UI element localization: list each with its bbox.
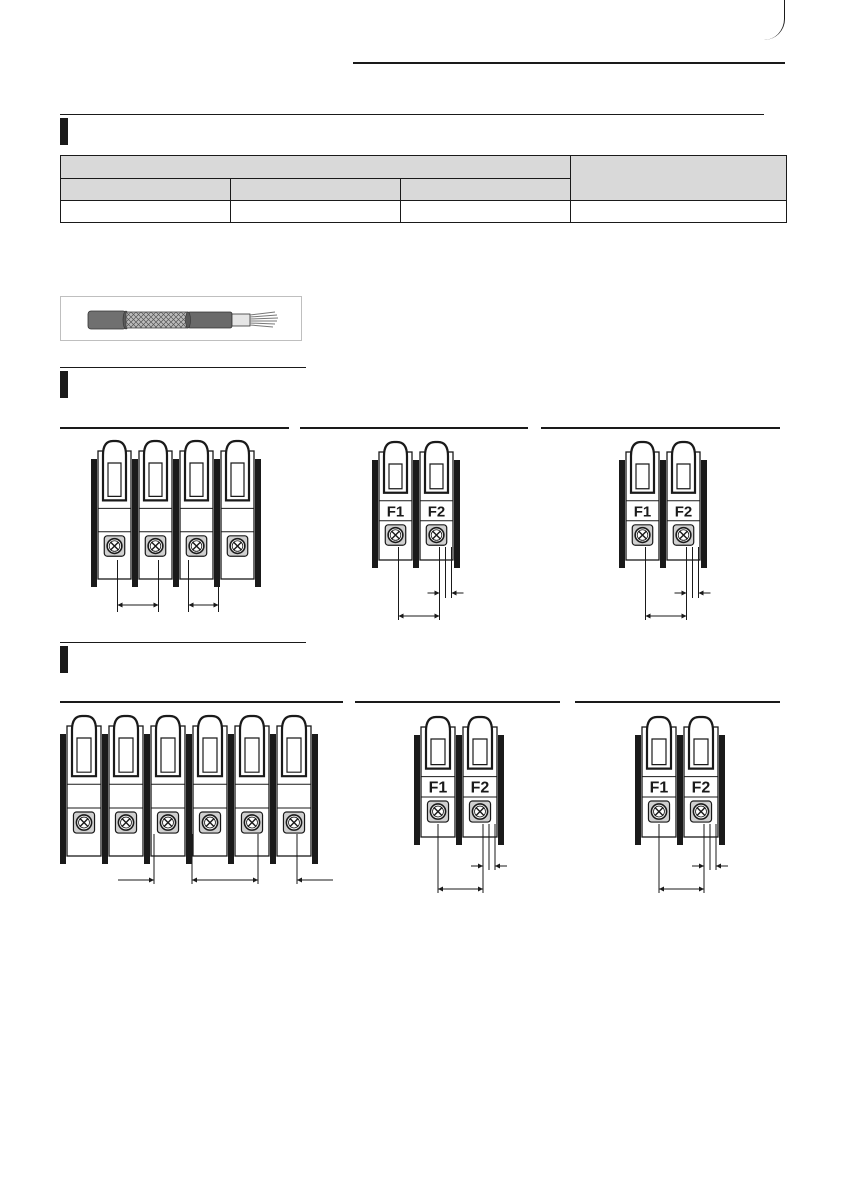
separator-post bbox=[498, 735, 504, 845]
terminal-label: F2 bbox=[427, 503, 446, 521]
arrowhead bbox=[435, 614, 440, 619]
separator-post bbox=[372, 460, 378, 568]
terminal-tab-inner bbox=[119, 738, 133, 772]
terminal-tab-inner bbox=[190, 463, 203, 496]
arrowhead bbox=[716, 864, 721, 869]
arrowhead bbox=[682, 591, 687, 596]
terminal-block-2pole-b bbox=[372, 442, 464, 620]
terminal-label: F2 bbox=[691, 779, 711, 797]
terminal-label: F2 bbox=[674, 503, 693, 521]
arrowhead bbox=[646, 614, 651, 619]
terminal-tab-inner bbox=[77, 738, 91, 772]
separator-post bbox=[214, 459, 220, 587]
separator-post bbox=[144, 734, 150, 864]
separator-post bbox=[60, 734, 66, 864]
arrowhead bbox=[452, 591, 457, 596]
terminal-tab-inner bbox=[430, 464, 443, 489]
terminal-label: F2 bbox=[470, 779, 490, 797]
terminal-tab-inner bbox=[389, 464, 402, 489]
separator-post bbox=[270, 734, 276, 864]
arrowhead bbox=[659, 887, 664, 892]
terminal-tab-inner bbox=[652, 739, 666, 765]
terminal-block-4pole bbox=[91, 441, 261, 612]
arrowhead bbox=[478, 887, 483, 892]
terminal-tab-inner bbox=[636, 464, 649, 489]
terminal-tab-inner bbox=[161, 738, 175, 772]
separator-post bbox=[635, 735, 641, 845]
separator-post bbox=[186, 734, 192, 864]
separator-post bbox=[102, 734, 108, 864]
terminal-tab-inner bbox=[694, 739, 708, 765]
arrowhead bbox=[297, 878, 302, 883]
terminal-tab-inner bbox=[473, 739, 487, 765]
arrowhead bbox=[192, 878, 197, 883]
terminal-tab-inner bbox=[108, 463, 121, 496]
arrowhead bbox=[478, 864, 483, 869]
arrowhead bbox=[214, 603, 219, 608]
separator-post bbox=[619, 460, 625, 568]
separator-post bbox=[719, 735, 725, 845]
arrowhead bbox=[435, 591, 440, 596]
arrowhead bbox=[149, 878, 154, 883]
arrowhead bbox=[699, 591, 704, 596]
separator-post bbox=[228, 734, 234, 864]
arrowhead bbox=[189, 603, 194, 608]
arrowhead bbox=[154, 603, 159, 608]
separator-post bbox=[454, 460, 460, 568]
separator-post bbox=[312, 734, 318, 864]
terminal-tab-inner bbox=[431, 739, 445, 765]
arrowhead bbox=[253, 878, 258, 883]
separator-post bbox=[91, 459, 97, 587]
terminal-block-2pole-c bbox=[619, 442, 711, 620]
arrowhead bbox=[495, 864, 500, 869]
terminal-tab-inner bbox=[149, 463, 162, 496]
separator-post bbox=[173, 459, 179, 587]
terminal-tab-inner bbox=[245, 738, 259, 772]
separator-post bbox=[456, 735, 462, 845]
terminal-label: F1 bbox=[386, 503, 405, 521]
separator-post bbox=[677, 735, 683, 845]
terminal-tab-inner bbox=[203, 738, 217, 772]
separator-post bbox=[413, 460, 419, 568]
terminal-label: F1 bbox=[649, 779, 669, 797]
separator-post bbox=[660, 460, 666, 568]
terminal-block-6pole bbox=[60, 716, 333, 884]
separator-post bbox=[414, 735, 420, 845]
terminal-tab-inner bbox=[287, 738, 301, 772]
arrowhead bbox=[399, 614, 404, 619]
separator-post bbox=[255, 459, 261, 587]
arrowhead bbox=[682, 614, 687, 619]
separator-post bbox=[132, 459, 138, 587]
terminal-tab-inner bbox=[677, 464, 690, 489]
terminal-label: F1 bbox=[633, 503, 652, 521]
terminal-label: F1 bbox=[428, 779, 448, 797]
terminal-tab-inner bbox=[231, 463, 244, 496]
terminal-block-2pole-e bbox=[414, 717, 507, 893]
arrowhead bbox=[699, 887, 704, 892]
arrowhead bbox=[699, 864, 704, 869]
arrowhead bbox=[438, 887, 443, 892]
terminal-block-2pole-f bbox=[635, 717, 728, 893]
separator-post bbox=[701, 460, 707, 568]
arrowhead bbox=[118, 603, 123, 608]
